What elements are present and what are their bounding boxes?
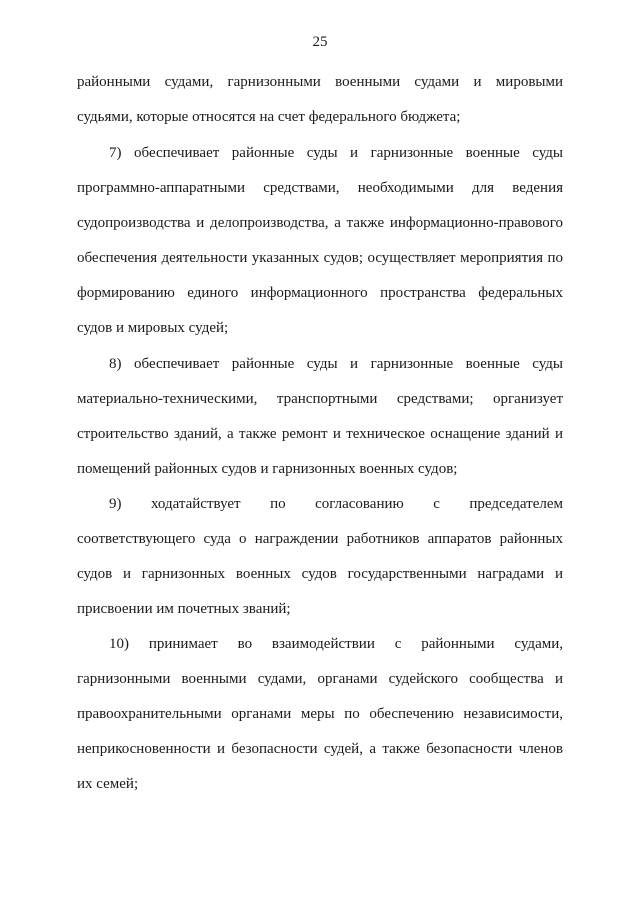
text-line: судопроизводства и делопроизводства, а также информационно-правового <box>77 215 563 231</box>
text-line: судов и гарнизонных военных судов государственными наградами и <box>77 566 563 582</box>
text-line: их семей; <box>77 776 139 792</box>
text-line: помещений районных судов и гарнизонных военных судов; <box>77 461 458 477</box>
text-line: судов и мировых судей; <box>77 320 229 336</box>
paragraph-first-line: 9) ходатайствует по согласованию с председателем <box>109 496 563 512</box>
text-line: строительство зданий, а также ремонт и техническое оснащение зданий и <box>77 426 563 442</box>
text-line: неприкосновенности и безопасности судей, а также безопасности членов <box>77 741 563 757</box>
paragraph-first-line: 7) обеспечивает районные суды и гарнизонные военные суды <box>109 145 563 161</box>
text-line: правоохранительными органами меры по обеспечению независимости, <box>77 706 563 722</box>
text-line: гарнизонными военными судами, органами судейского сообщества и <box>77 671 563 687</box>
text-line: присвоении им почетных званий; <box>77 601 291 617</box>
text-line: формированию единого информационного пространства федеральных <box>77 285 563 301</box>
text-line: обеспечения деятельности указанных судов; осуществляет мероприятия по <box>77 250 563 266</box>
page-number: 25 <box>312 34 328 50</box>
text-line: районными судами, гарнизонными военными судами и мировыми <box>77 74 563 90</box>
text-line: программно-аппаратными средствами, необходимыми для ведения <box>77 180 563 196</box>
text-line: материально-техническими, транспортными средствами; организует <box>77 391 563 407</box>
text-line: судьями, которые относятся на счет федерального бюджета; <box>77 109 461 125</box>
paragraph-first-line: 10) принимает во взаимодействии с районными судами, <box>109 636 563 652</box>
paragraph-first-line: 8) обеспечивает районные суды и гарнизонные военные суды <box>109 356 563 372</box>
text-line: соответствующего суда о награждении работников аппаратов районных <box>77 531 563 547</box>
